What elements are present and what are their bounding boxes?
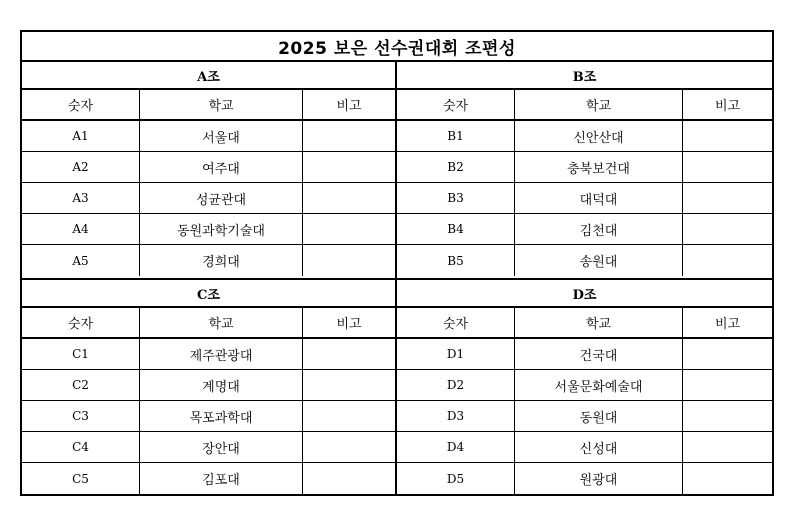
column-header-school: 학교	[515, 308, 683, 337]
team-number-cell: A5	[22, 245, 140, 276]
column-header-row	[22, 308, 395, 339]
school-cell: 동원과학기술대	[140, 214, 303, 244]
table-row	[397, 401, 772, 432]
column-header-number: 숫자	[22, 308, 140, 337]
table-row	[22, 183, 395, 214]
school-cell: 송원대	[515, 245, 683, 276]
school-cell: 신성대	[515, 432, 683, 462]
group-c	[22, 278, 397, 494]
note-cell	[303, 401, 395, 431]
note-cell	[303, 183, 395, 213]
team-number-cell: C2	[22, 370, 140, 400]
note-cell	[303, 214, 395, 244]
note-cell	[683, 401, 772, 431]
team-number-cell: A2	[22, 152, 140, 182]
school-cell: 경희대	[140, 245, 303, 276]
column-header-row	[22, 90, 395, 121]
column-header-school: 학교	[140, 308, 303, 337]
school-cell: 계명대	[140, 370, 303, 400]
team-number-cell: C1	[22, 339, 140, 369]
school-cell: 서울대	[140, 121, 303, 151]
team-number-cell: C3	[22, 401, 140, 431]
note-cell	[683, 214, 772, 244]
team-number-cell: A4	[22, 214, 140, 244]
table-row	[397, 339, 772, 370]
note-cell	[303, 245, 395, 276]
column-header-number: 숫자	[397, 308, 515, 337]
note-cell	[683, 370, 772, 400]
column-header-school: 학교	[515, 90, 683, 119]
column-header-note: 비고	[336, 317, 362, 332]
note-cell	[303, 152, 395, 182]
team-number-cell: D1	[397, 339, 515, 369]
note-cell	[683, 463, 772, 494]
note-cell	[303, 121, 395, 151]
table-row	[22, 339, 395, 370]
table-row	[22, 463, 395, 494]
note-cell	[303, 370, 395, 400]
table-row	[22, 214, 395, 245]
school-cell: 충북보건대	[515, 152, 683, 182]
column-header-number: 숫자	[397, 90, 515, 119]
school-cell: 동원대	[515, 401, 683, 431]
note-cell	[683, 121, 772, 151]
page-title: 2025 보은 선수권대회 조편성	[22, 32, 772, 62]
team-number-cell: B5	[397, 245, 515, 276]
table-row	[22, 245, 395, 276]
group-table	[20, 30, 774, 496]
team-number-cell: A1	[22, 121, 140, 151]
school-cell: 원광대	[515, 463, 683, 494]
table-row	[397, 370, 772, 401]
group-a-title: A조	[22, 62, 395, 90]
table-row	[22, 401, 395, 432]
group-d	[397, 278, 772, 494]
school-cell: 여주대	[140, 152, 303, 182]
note-cell	[303, 432, 395, 462]
group-d-title: D조	[397, 280, 772, 308]
school-cell: 건국대	[515, 339, 683, 369]
column-header-number: 숫자	[22, 90, 140, 119]
table-row	[22, 121, 395, 152]
school-cell: 목포과학대	[140, 401, 303, 431]
group-b	[397, 62, 772, 278]
column-header-school: 학교	[140, 90, 303, 119]
table-row	[397, 183, 772, 214]
column-header-row	[397, 308, 772, 339]
note-cell	[683, 339, 772, 369]
group-c-title: C조	[22, 280, 395, 308]
table-row	[397, 463, 772, 494]
table-row	[22, 370, 395, 401]
team-number-cell: B2	[397, 152, 515, 182]
school-cell: 대덕대	[515, 183, 683, 213]
column-header-note: 비고	[714, 99, 741, 114]
school-cell: 서울문화예술대	[515, 370, 683, 400]
school-cell: 성균관대	[140, 183, 303, 213]
note-cell	[683, 432, 772, 462]
note-cell	[683, 245, 772, 276]
team-number-cell: D5	[397, 463, 515, 494]
team-number-cell: D4	[397, 432, 515, 462]
team-number-cell: A3	[22, 183, 140, 213]
table-row	[22, 432, 395, 463]
table-row	[22, 152, 395, 183]
school-cell: 제주관광대	[140, 339, 303, 369]
note-cell	[683, 183, 772, 213]
note-cell	[683, 152, 772, 182]
note-cell	[303, 339, 395, 369]
table-row	[397, 245, 772, 276]
column-header-note: 비고	[336, 99, 362, 114]
column-header-row	[397, 90, 772, 121]
team-number-cell: C4	[22, 432, 140, 462]
column-header-note: 비고	[714, 317, 741, 332]
school-cell: 김천대	[515, 214, 683, 244]
school-cell: 신안산대	[515, 121, 683, 151]
note-cell	[303, 463, 395, 494]
table-row	[397, 152, 772, 183]
group-b-title: B조	[397, 62, 772, 90]
group-a	[22, 62, 397, 278]
team-number-cell: B3	[397, 183, 515, 213]
team-number-cell: D3	[397, 401, 515, 431]
team-number-cell: C5	[22, 463, 140, 494]
team-number-cell: B1	[397, 121, 515, 151]
team-number-cell: D2	[397, 370, 515, 400]
table-row	[397, 121, 772, 152]
school-cell: 장안대	[140, 432, 303, 462]
team-number-cell: B4	[397, 214, 515, 244]
table-row	[397, 432, 772, 463]
school-cell: 김포대	[140, 463, 303, 494]
table-row	[397, 214, 772, 245]
